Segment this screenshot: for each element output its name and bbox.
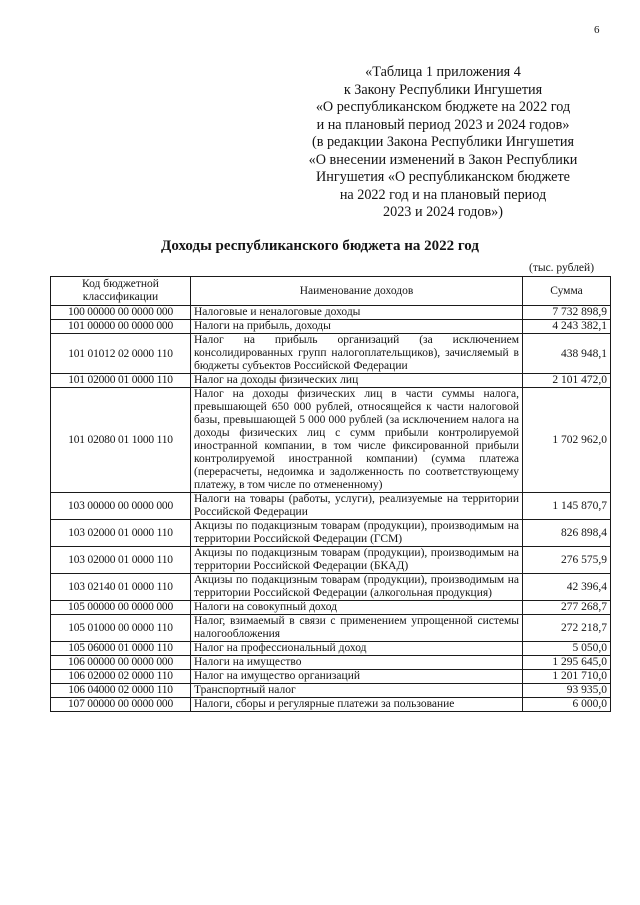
row-name: Налог на профессиональный доход: [191, 642, 523, 656]
appendix-header-line: (в редакции Закона Республики Ингушетия: [311, 134, 575, 150]
row-name: Акцизы по подакцизным товарам (продукции), производимым на территории Российской Федерации (алкогольная продукция): [191, 574, 523, 601]
appendix-header-line: на 2022 год и на плановый период: [339, 186, 547, 203]
table-row: [51, 334, 611, 374]
appendix-header-line: «Таблица 1 приложения 4: [365, 64, 521, 80]
table-row: [51, 601, 611, 615]
row-sum: 1 702 962,0: [523, 388, 611, 493]
table-row: [51, 547, 611, 574]
row-sum: 1 201 710,0: [523, 670, 611, 684]
table-row: [51, 642, 611, 656]
appendix-header-line: Ингушетия «О республиканском бюджете: [316, 169, 570, 185]
units-label: (тыс. рублей): [529, 262, 595, 274]
row-name: Налог, взимаемый в связи с применением упрощенной системы налогообложения: [191, 615, 523, 642]
row-code: 100 00000 00 0000 000: [51, 306, 191, 320]
row-code: 106 04000 02 0000 110: [51, 684, 191, 698]
header-name: Наименование доходов: [191, 277, 523, 306]
row-sum: 272 218,7: [523, 615, 611, 642]
row-code: 106 00000 00 0000 000: [51, 656, 191, 670]
row-name: Налог на доходы физических лиц в части суммы налога, превышающей 650 000 рублей, относящейся к части налоговой базы, превышающей 5 000 000 рублей (за исключением налога на доходы физических лиц с сумм прибыли контролируемой иностранной компании, в том числе фиксированной прибыли контролируемой иностранной компании) (сумма платежа (перерасчеты, недоимка и задолженность по соответствующему платежу, в том числе по отмененному): [191, 388, 523, 493]
row-code: 105 00000 00 0000 000: [51, 601, 191, 615]
row-code: 101 01012 02 0000 110: [51, 334, 191, 374]
table-row: [51, 698, 611, 712]
row-code: 103 02000 01 0000 110: [51, 520, 191, 547]
row-code: 101 00000 00 0000 000: [51, 320, 191, 334]
row-code: 105 06000 01 0000 110: [51, 642, 191, 656]
row-name: Налоговые и неналоговые доходы: [191, 306, 523, 320]
table-row: [51, 574, 611, 601]
table-row: [51, 656, 611, 670]
row-sum: 5 050,0: [523, 642, 611, 656]
header-code: Код бюджетной классификации: [51, 277, 191, 306]
row-name: Транспортный налог: [191, 684, 523, 698]
table-row: [51, 374, 611, 388]
row-code: 105 01000 00 0000 110: [51, 615, 191, 642]
row-name: Акцизы по подакцизным товарам (продукции), производимым на территории Российской Федерации (БКАД): [191, 547, 523, 574]
appendix-header-line: и на плановый период 2023 и 2024 годов»: [316, 116, 570, 133]
table-header-row: [51, 277, 611, 306]
appendix-header-line: 2023 и 2024 годов»): [383, 204, 503, 220]
row-sum: 1 295 645,0: [523, 656, 611, 670]
row-name: Налог на доходы физических лиц: [191, 374, 523, 388]
row-sum: 826 898,4: [523, 520, 611, 547]
header-sum: Сумма: [523, 277, 611, 306]
row-code: 106 02000 02 0000 110: [51, 670, 191, 684]
row-code: 103 00000 00 0000 000: [51, 493, 191, 520]
row-name: Акцизы по подакцизным товарам (продукции), производимым на территории Российской Федерации (ГСМ): [191, 520, 523, 547]
appendix-header: [268, 64, 618, 222]
document-title: Доходы республиканского бюджета на 2022 год: [161, 238, 479, 254]
income-table: [50, 276, 611, 712]
row-code: 103 02000 01 0000 110: [51, 547, 191, 574]
row-sum: 42 396,4: [523, 574, 611, 601]
table-row: [51, 306, 611, 320]
row-code: 101 02000 01 0000 110: [51, 374, 191, 388]
table-row: [51, 615, 611, 642]
table-row: [51, 670, 611, 684]
row-name: Налоги на совокупный доход: [191, 601, 523, 615]
row-sum: 1 145 870,7: [523, 493, 611, 520]
table-row: [51, 520, 611, 547]
appendix-header-line: к Закону Республики Ингушетия: [343, 81, 543, 98]
row-name: Налоги на имущество: [191, 656, 523, 670]
row-name: Налог на прибыль организаций (за исключением консолидированных групп налогоплательщиков), зачисляемый в бюджеты субъектов Российской Федерации: [191, 334, 523, 374]
row-name: Налоги на товары (работы, услуги), реализуемые на территории Российской Федерации: [191, 493, 523, 520]
table-row: [51, 684, 611, 698]
row-sum: 93 935,0: [523, 684, 611, 698]
row-name: Налоги, сборы и регулярные платежи за пользование: [191, 698, 523, 712]
row-sum: 7 732 898,9: [523, 306, 611, 320]
row-name: Налог на имущество организаций: [191, 670, 523, 684]
row-sum: 6 000,0: [523, 698, 611, 712]
row-sum: 277 268,7: [523, 601, 611, 615]
row-code: 107 00000 00 0000 000: [51, 698, 191, 712]
row-sum: 276 575,9: [523, 547, 611, 574]
appendix-header-line: «О внесении изменений в Закон Республики: [308, 151, 578, 168]
row-sum: 2 101 472,0: [523, 374, 611, 388]
row-sum: 4 243 382,1: [523, 320, 611, 334]
table-row: [51, 388, 611, 493]
row-name: Налоги на прибыль, доходы: [191, 320, 523, 334]
page-number: 6: [594, 24, 600, 36]
appendix-header-line: «О республиканском бюджете на 2022 год: [315, 99, 571, 115]
table-row: [51, 320, 611, 334]
row-code: 103 02140 01 0000 110: [51, 574, 191, 601]
row-code: 101 02080 01 1000 110: [51, 388, 191, 493]
row-sum: 438 948,1: [523, 334, 611, 374]
table-row: [51, 493, 611, 520]
